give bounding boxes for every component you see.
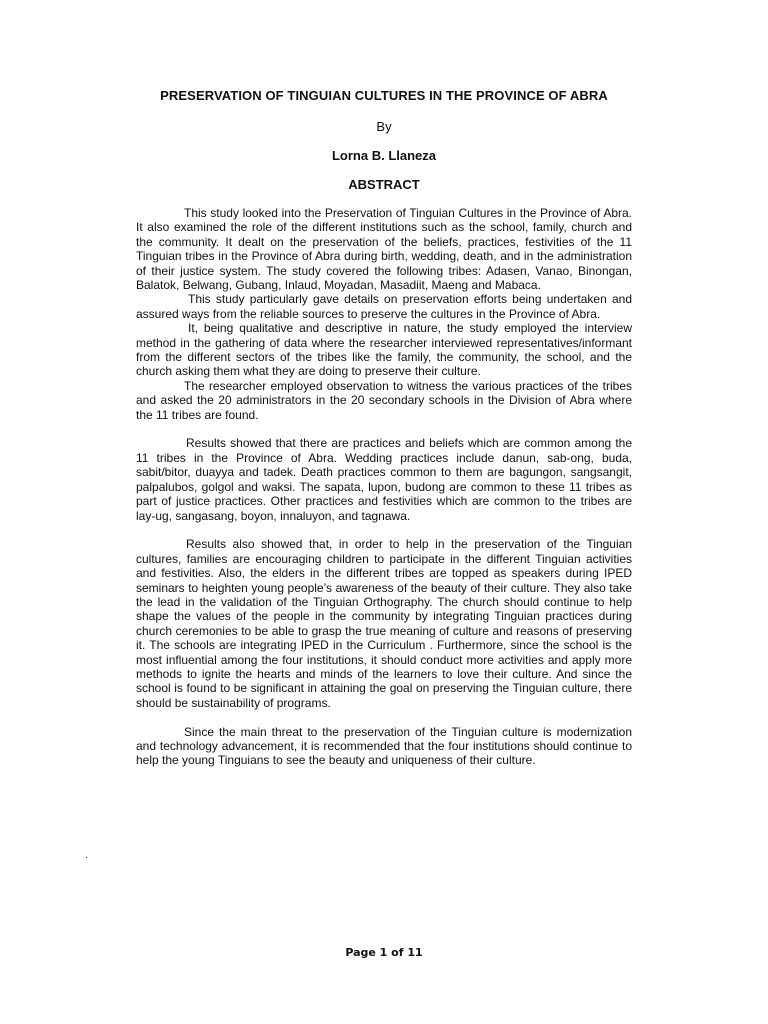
abstract-heading: ABSTRACT bbox=[348, 177, 420, 192]
page-number-footer: Page 1 of 11 bbox=[345, 946, 423, 959]
paragraph: It, being qualitative and descriptive in nature, the study employed the interview method in the gathering of data where the researcher interviewed representatives/informant from the different sectors of the tribes like the family, the community, the school, and the church asking them what they are doing to preserve their culture. bbox=[136, 321, 632, 379]
author-name: Lorna B. Llaneza bbox=[331, 148, 437, 163]
stray-mark: . bbox=[85, 850, 88, 861]
paper-title: PRESERVATION OF TINGUIAN CULTURES IN THE PROVINCE OF ABRA bbox=[160, 88, 608, 103]
paragraph: Results showed that there are practices and beliefs which are common among the 11 tribes in the Province of Abra. Wedding practices include danun, sab-ong, buda, sabit/bitor, duayya and tadek. Death practices common to them are bagungon, sangsangit, palpalubos, golgol and waksi. The sapata, lupon, budong are common to these 11 tribes as part of justice practices. Other practices and festivities which are common to the tribes are lay-ug, sangasang, boyon, innaluyon, and tagnawa. bbox=[136, 436, 632, 523]
paragraph: The researcher employed observation to witness the various practices of the tribes and asked the 20 administrators in the 20 secondary schools in the Division of Abra where the 11 tribes are found. bbox=[136, 378, 632, 422]
paragraph: Results also showed that, in order to help in the preservation of the Tinguian cultures, families are encouraging children to participate in the different Tinguian activities and festivities. Also, the elders in the different tribes are topped as speakers during IPED seminars to heighten young people’s awareness of the beauty of their culture. They also take the lead in the validation of the Tinguian Orthography. The church should continue to help shape the values of the people in the community by integrating Tinguian practices during church ceremonies to be able to grasp the true meaning of culture and reasons of preserving it. The schools are integrating IPED in the Curriculum . Furthermore, since the school is the most influential among the four institutions, it should conduct more activities and apply more methods to ignite the hearts and minds of the learners to love their culture. And since the school is found to be significant in attaining the goal on preserving the Tinguian culture, there should be sustainability of programs. bbox=[136, 537, 632, 710]
paragraph: This study particularly gave details on preservation efforts being undertaken and assured ways from the reliable sources to preserve the cultures in the Province of Abra. bbox=[136, 292, 632, 321]
abstract-body bbox=[136, 206, 632, 768]
byline: By bbox=[376, 119, 392, 134]
document-page bbox=[136, 0, 632, 1024]
paragraph: Since the main threat to the preservation of the Tinguian culture is modernization and technology advancement, it is recommended that the four institutions should continue to help the young Tinguians to see the beauty and uniqueness of their culture. bbox=[136, 724, 632, 768]
paragraph: This study looked into the Preservation of Tinguian Cultures in the Province of Abra. It also examined the role of the different institutions such as the school, family, church and the community. It dealt on the preservation of the beliefs, practices, festivities of the 11 Tinguian tribes in the Province of Abra during birth, wedding, death, and in the administration of their justice system. The study covered the following tribes: Adasen, Vanao, Binongan, Balatok, Belwang, Gubang, Inlaud, Moyadan, Masadiit, Maeng and Mabaca. bbox=[136, 206, 632, 293]
